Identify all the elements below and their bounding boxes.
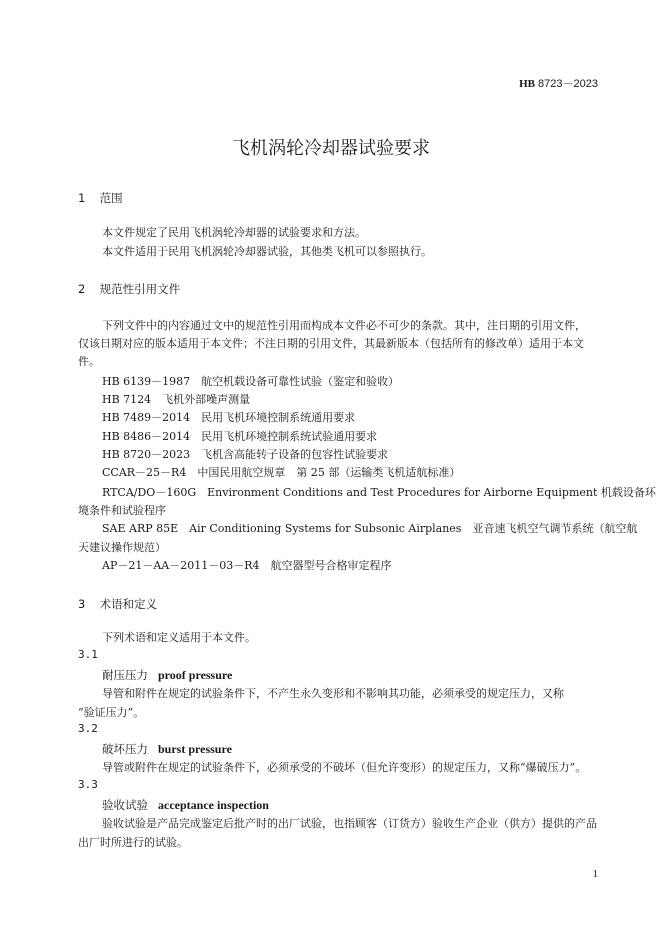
reference-ap: AP－21－AA－2011－03－R4 航空器型号合格审定程序 bbox=[102, 559, 392, 572]
clause-number: 3.1 bbox=[78, 648, 98, 661]
reference-sae-line-1: SAE ARP 85E Air Conditioning Systems for Subsonic Airplanes 亚音速飞机空气调节系统（航空航 bbox=[102, 522, 638, 535]
reference-sae-line-2: 天建议操作规范） bbox=[78, 541, 166, 554]
reference-item: HB 7124 飞机外部噪声测量 bbox=[102, 393, 251, 406]
clause-number: 3.3 bbox=[78, 778, 98, 791]
clause-number: 3.2 bbox=[78, 722, 98, 735]
document-title: 飞机涡轮冷却器试验要求 bbox=[232, 138, 430, 159]
s1-paragraph-1: 本文件规定了民用飞机涡轮冷却器的试验要求和方法。 bbox=[102, 226, 366, 239]
section-3-heading: 3 术语和定义 bbox=[78, 597, 158, 611]
s2-intro-line-1: 下列文件中的内容通过文中的规范性引用而构成本文件必不可少的条款。其中，注日期的引用文件， bbox=[102, 319, 586, 332]
term-definition: 验收试验是产品完成鉴定后批产时的出厂试验，也指顾客（订货方）验收生产企业（供方）提供的产品 bbox=[102, 817, 597, 830]
page-number: 1 bbox=[592, 868, 598, 880]
reference-rtca-line-1: RTCA/DO－160G Environment Conditions and Test Procedures for Airborne Equipment 机载设备环 bbox=[102, 486, 656, 499]
section-1-heading: 1 范围 bbox=[78, 191, 123, 205]
reference-item: HB 6139－1987 航空机载设备可靠性试验（鉴定和验收） bbox=[102, 375, 400, 388]
s2-intro-line-2: 仅该日期对应的版本适用于本文件；不注日期的引用文件，其最新版本（包括所有的修改单）适用于本文 bbox=[78, 337, 584, 350]
s1-paragraph-2: 本文件适用于民用飞机涡轮冷却器试验，其他类飞机可以参照执行。 bbox=[102, 245, 432, 258]
term-definition: 出厂时所进行的试验。 bbox=[78, 836, 188, 849]
reference-item: HB 7489－2014 民用飞机环境控制系统通用要求 bbox=[102, 411, 356, 424]
reference-item: HB 8720－2023 飞机含高能转子设备的包容性试验要求 bbox=[102, 448, 389, 461]
term-proof-pressure: 耐压压力 proof pressure bbox=[102, 668, 233, 682]
term-definition: 导管和附件在规定的试验条件下，不产生永久变形和不影响其功能，必须承受的规定压力，又称 bbox=[102, 687, 564, 700]
term-definition: “验证压力”。 bbox=[78, 706, 145, 719]
standard-code-header: HB 8723－2023 bbox=[519, 78, 598, 90]
term-definition: 导管或附件在规定的试验条件下，必须承受的不破坏（但允许变形）的规定压力，又称“爆破压力”。 bbox=[102, 761, 587, 774]
section-2-heading: 2 规范性引用文件 bbox=[78, 282, 181, 296]
s3-intro: 下列术语和定义适用于本文件。 bbox=[102, 631, 256, 644]
reference-item: HB 8486－2014 民用飞机环境控制系统试验通用要求 bbox=[102, 430, 378, 443]
reference-item: CCAR－25－R4 中国民用航空规章 第 25 部（运输类飞机适航标准） bbox=[102, 466, 461, 479]
s2-intro-line-3: 件。 bbox=[78, 355, 100, 368]
reference-rtca-line-2: 境条件和试验程序 bbox=[78, 504, 166, 517]
term-burst-pressure: 破坏压力 burst pressure bbox=[102, 742, 232, 756]
term-acceptance-inspection: 验收试验 acceptance inspection bbox=[102, 798, 269, 812]
